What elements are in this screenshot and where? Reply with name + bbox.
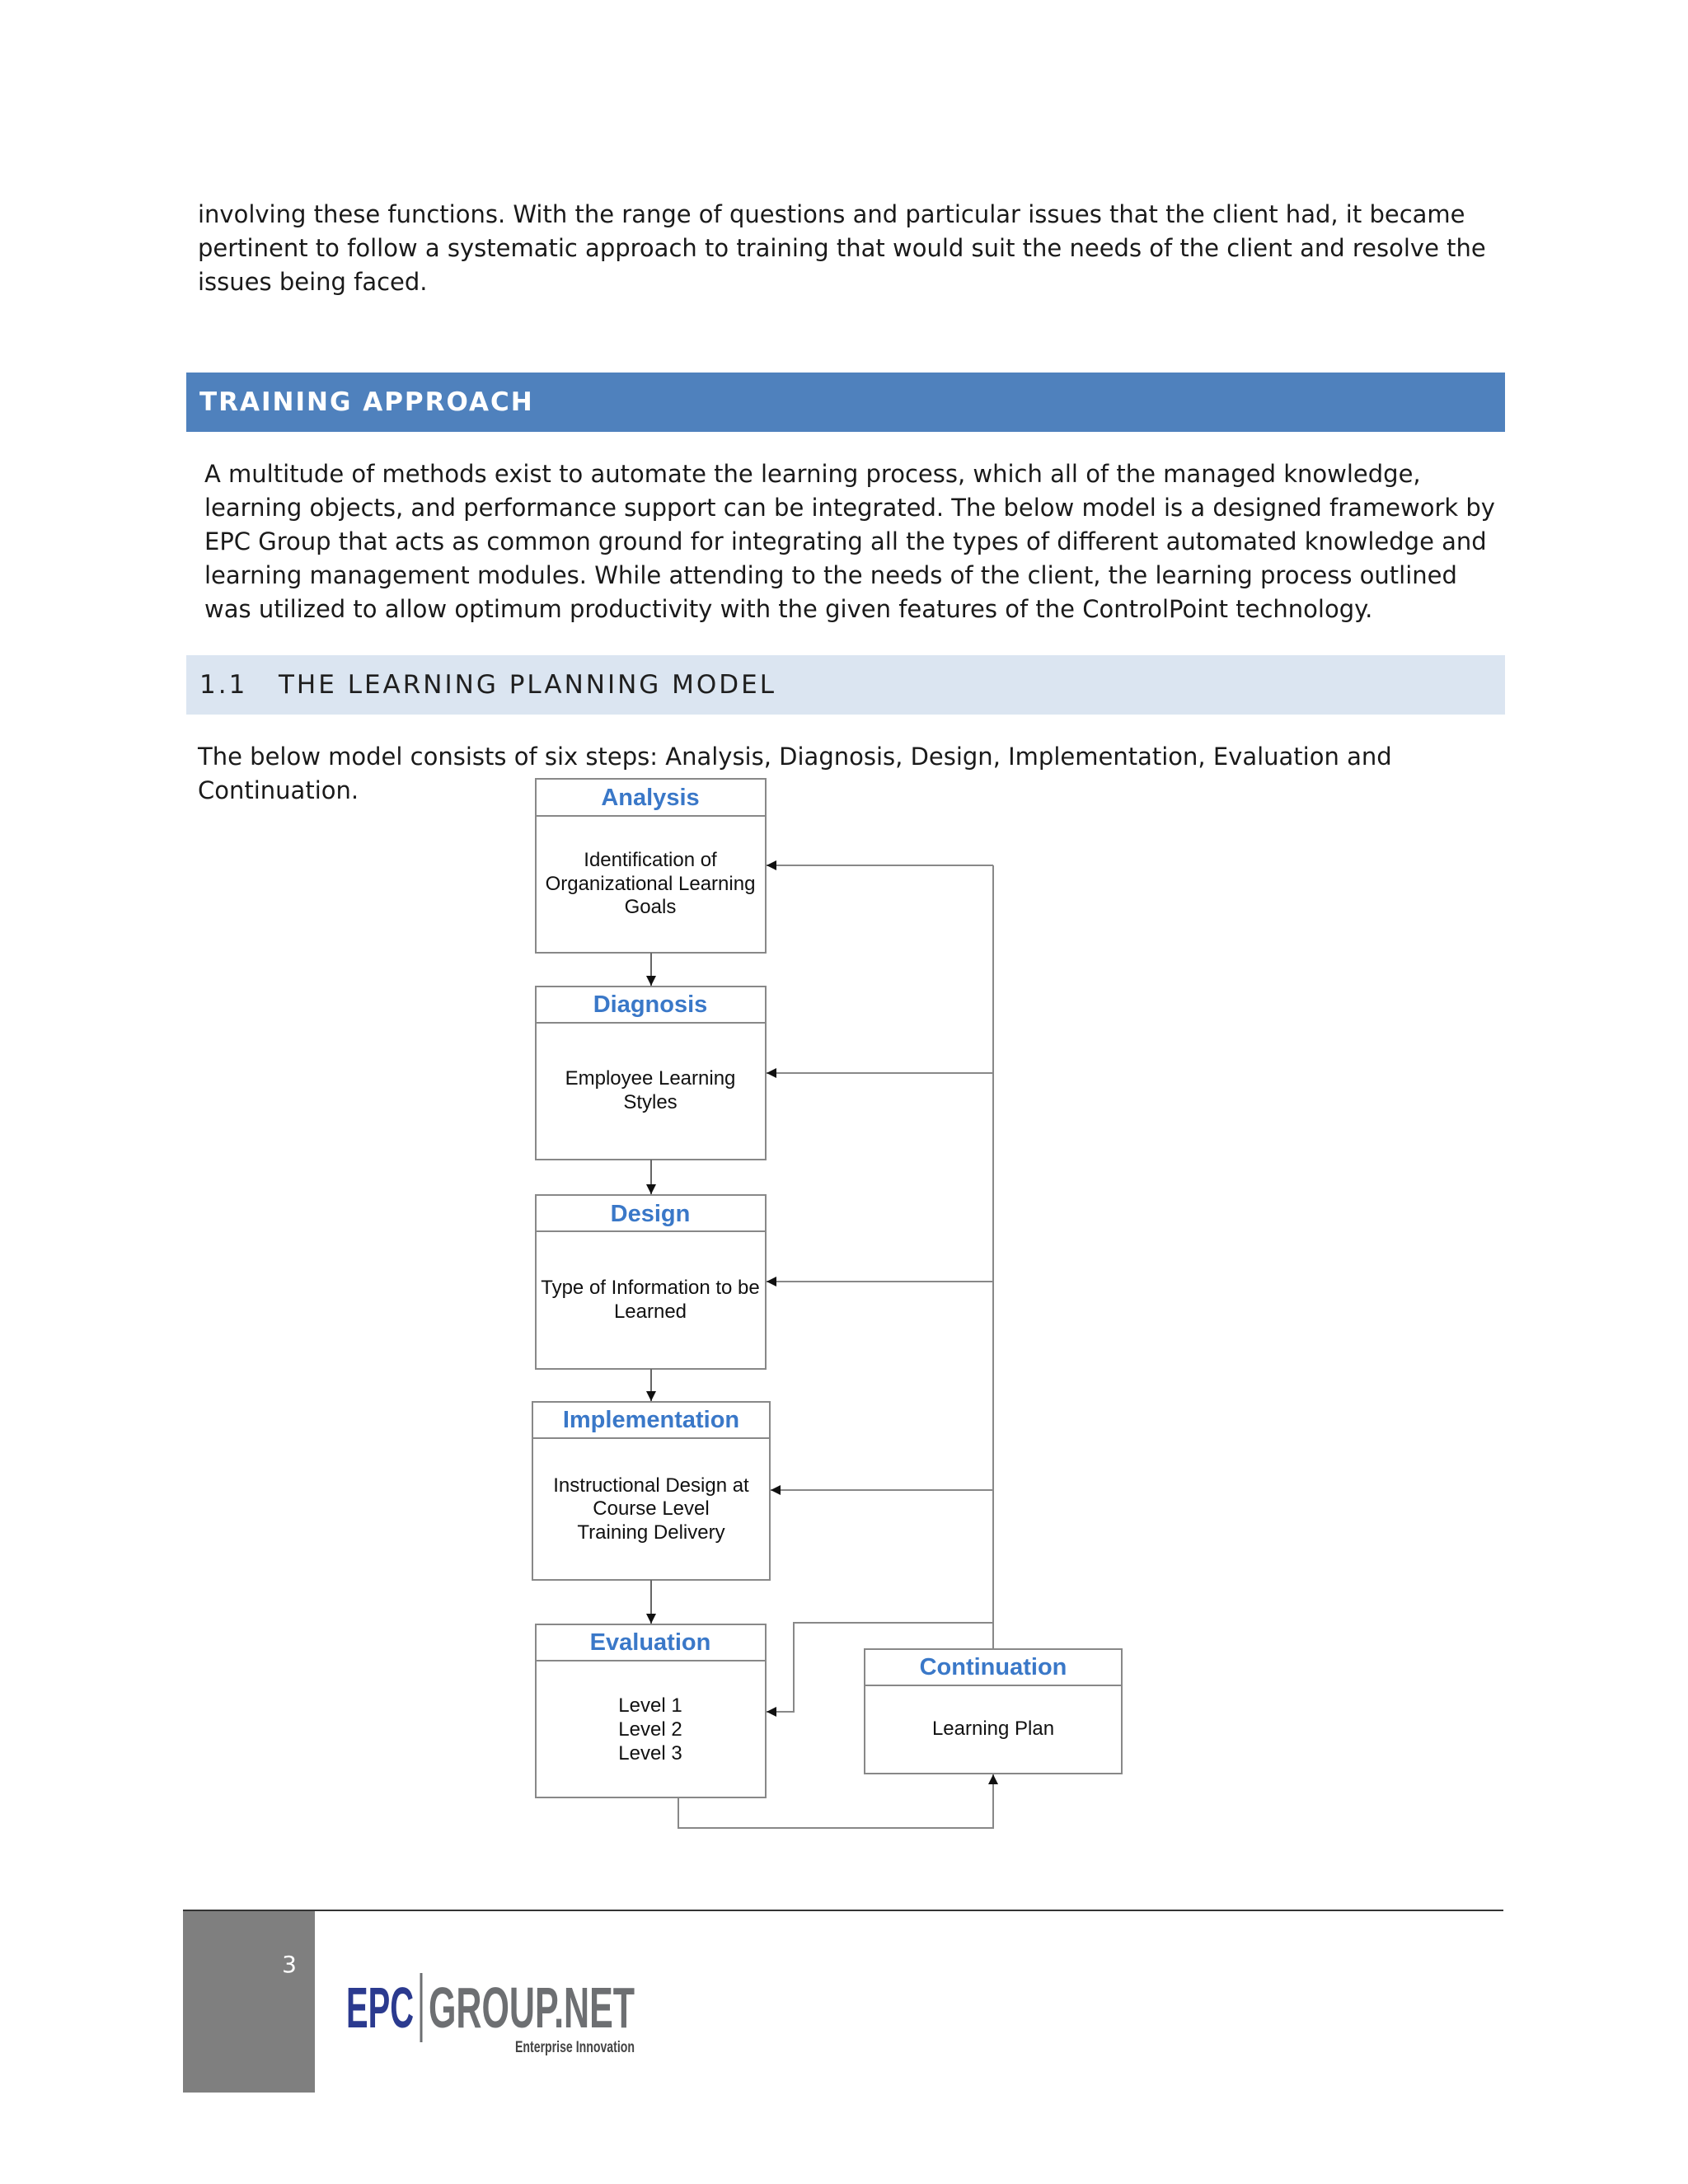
step-design-line-1: Type of Information to be xyxy=(541,1277,760,1299)
step-analysis-line-3: Goals xyxy=(624,896,677,918)
step-evaluation-box xyxy=(536,1624,766,1797)
step-continuation-box xyxy=(865,1649,1122,1774)
step-implementation-box xyxy=(532,1402,770,1580)
step-diagnosis-line-2: Styles xyxy=(623,1091,678,1113)
step-analysis-line-1: Identification of xyxy=(584,849,717,871)
step-continuation-line-1: Learning Plan xyxy=(931,1718,1055,1740)
step-analysis-line-2: Organizational Learning xyxy=(545,873,756,895)
model-intro: The below model consists of six steps: Analysis, Diagnosis, Design, Implementation, Evaluation and Continuation. xyxy=(198,743,1392,804)
step-implementation-line-3: Training Delivery xyxy=(577,1521,725,1544)
step-design-title: Design xyxy=(610,1201,691,1227)
footer-rule xyxy=(183,1910,1503,1911)
epc-group-logo xyxy=(346,1970,659,2069)
step-analysis-box xyxy=(536,779,766,953)
section-heading: TRAINING APPROACH xyxy=(199,387,534,417)
step-implementation-line-1: Instructional Design at xyxy=(553,1474,749,1497)
step-continuation-title: Continuation xyxy=(919,1654,1067,1680)
step-design-line-2: Learned xyxy=(613,1301,687,1323)
logo-group: GROUP.NET xyxy=(429,1975,635,2040)
step-design-box xyxy=(536,1195,766,1369)
step-evaluation-line-1: Level 1 xyxy=(618,1694,682,1717)
step-diagnosis-box xyxy=(536,987,766,1160)
step-implementation-title: Implementation xyxy=(562,1407,740,1433)
step-evaluation-title: Evaluation xyxy=(589,1629,711,1656)
page-number: 3 xyxy=(282,1951,297,1978)
subsection-title: THE LEARNING PLANNING MODEL xyxy=(279,670,777,700)
step-implementation-line-2: Course Level xyxy=(593,1497,710,1520)
step-analysis-title: Analysis xyxy=(601,785,700,811)
logo-tagline: Enterprise Innovation xyxy=(515,2039,635,2056)
step-evaluation-line-2: Level 2 xyxy=(618,1718,682,1741)
step-diagnosis-title: Diagnosis xyxy=(593,991,708,1018)
logo-epc: EPC xyxy=(346,1975,414,2040)
step-diagnosis-line-1: Employee Learning xyxy=(565,1067,736,1090)
subsection-number: 1.1 xyxy=(199,670,248,700)
page-number-block xyxy=(183,1911,315,2093)
approach-paragraph: A multitude of methods exist to automate the learning process, which all of the managed knowledge, learning objects, and performance support can be integrated. The below model is a designed framework by EPC Group that acts as common ground for integrating all the types of different automated knowledge and learning management modules. While attending to the needs of the client, the learning process outlined was utilized to allow optimum productivity with the given features of the ControlPoint technology. xyxy=(204,460,1495,623)
step-evaluation-line-3: Level 3 xyxy=(618,1742,682,1765)
intro-paragraph: involving these functions. With the range of questions and particular issues that the client had, it became pertinent to follow a systematic approach to training that would suit the needs of the client and resolve the issues being faced. xyxy=(198,200,1486,296)
